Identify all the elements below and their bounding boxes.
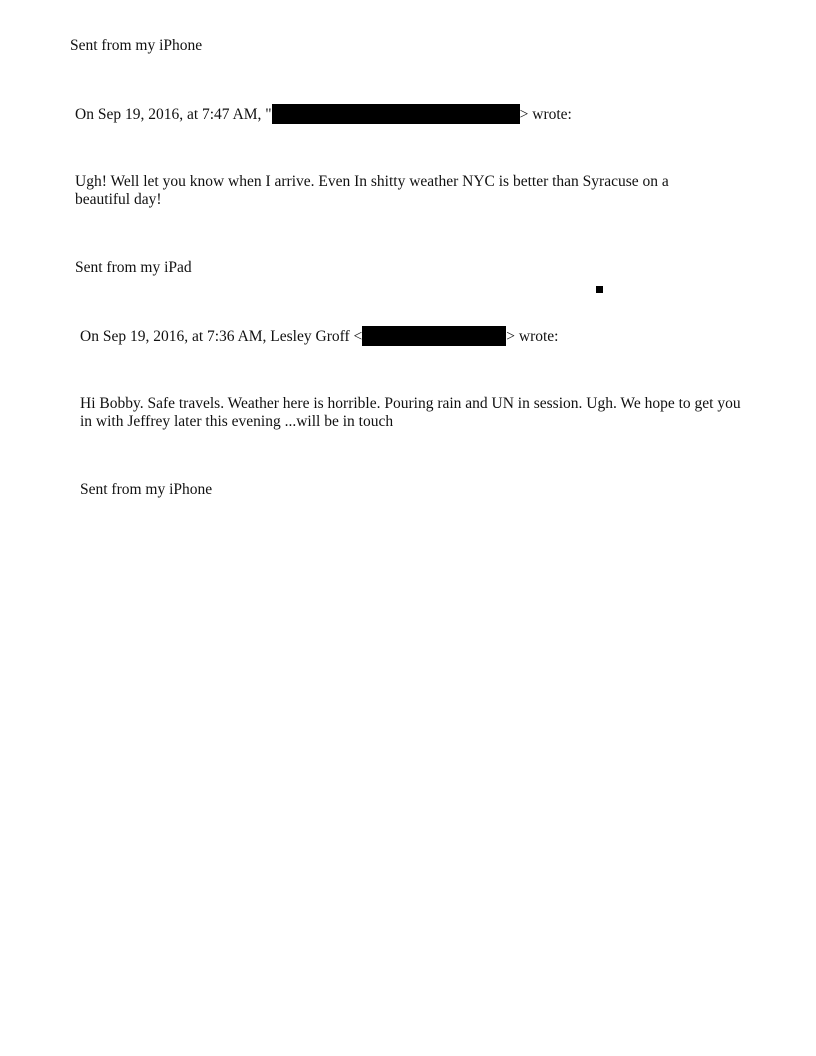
redacted-email-block [362, 326, 506, 346]
stray-square-mark [596, 286, 603, 293]
reply2-body: Hi Bobby. Safe travels. Weather here is horrible. Pouring rain and UN in session. Ugh. We hope to get you in with Jeffrey later this evening ...will be in touch [80, 395, 741, 430]
reply2-header-prefix: On Sep 19, 2016, at 7:36 AM, Lesley Groff < [80, 328, 363, 345]
reply1-header-suffix: > wrote: [519, 106, 572, 123]
reply1-header-prefix: On Sep 19, 2016, at 7:47 AM, " [75, 106, 272, 123]
reply1-body: Ugh! Well let you know when I arrive. Even In shitty weather NYC is better than Syracuse on a beautiful day! [75, 173, 669, 208]
reply1-signature: Sent from my iPad [75, 259, 192, 276]
top-signature: Sent from my iPhone [70, 37, 203, 54]
reply1-header [75, 104, 572, 124]
reply2-header-suffix: > wrote: [506, 328, 559, 345]
reply2-signature: Sent from my iPhone [80, 481, 213, 498]
redacted-email-block [272, 104, 520, 124]
reply2-header [80, 326, 558, 346]
